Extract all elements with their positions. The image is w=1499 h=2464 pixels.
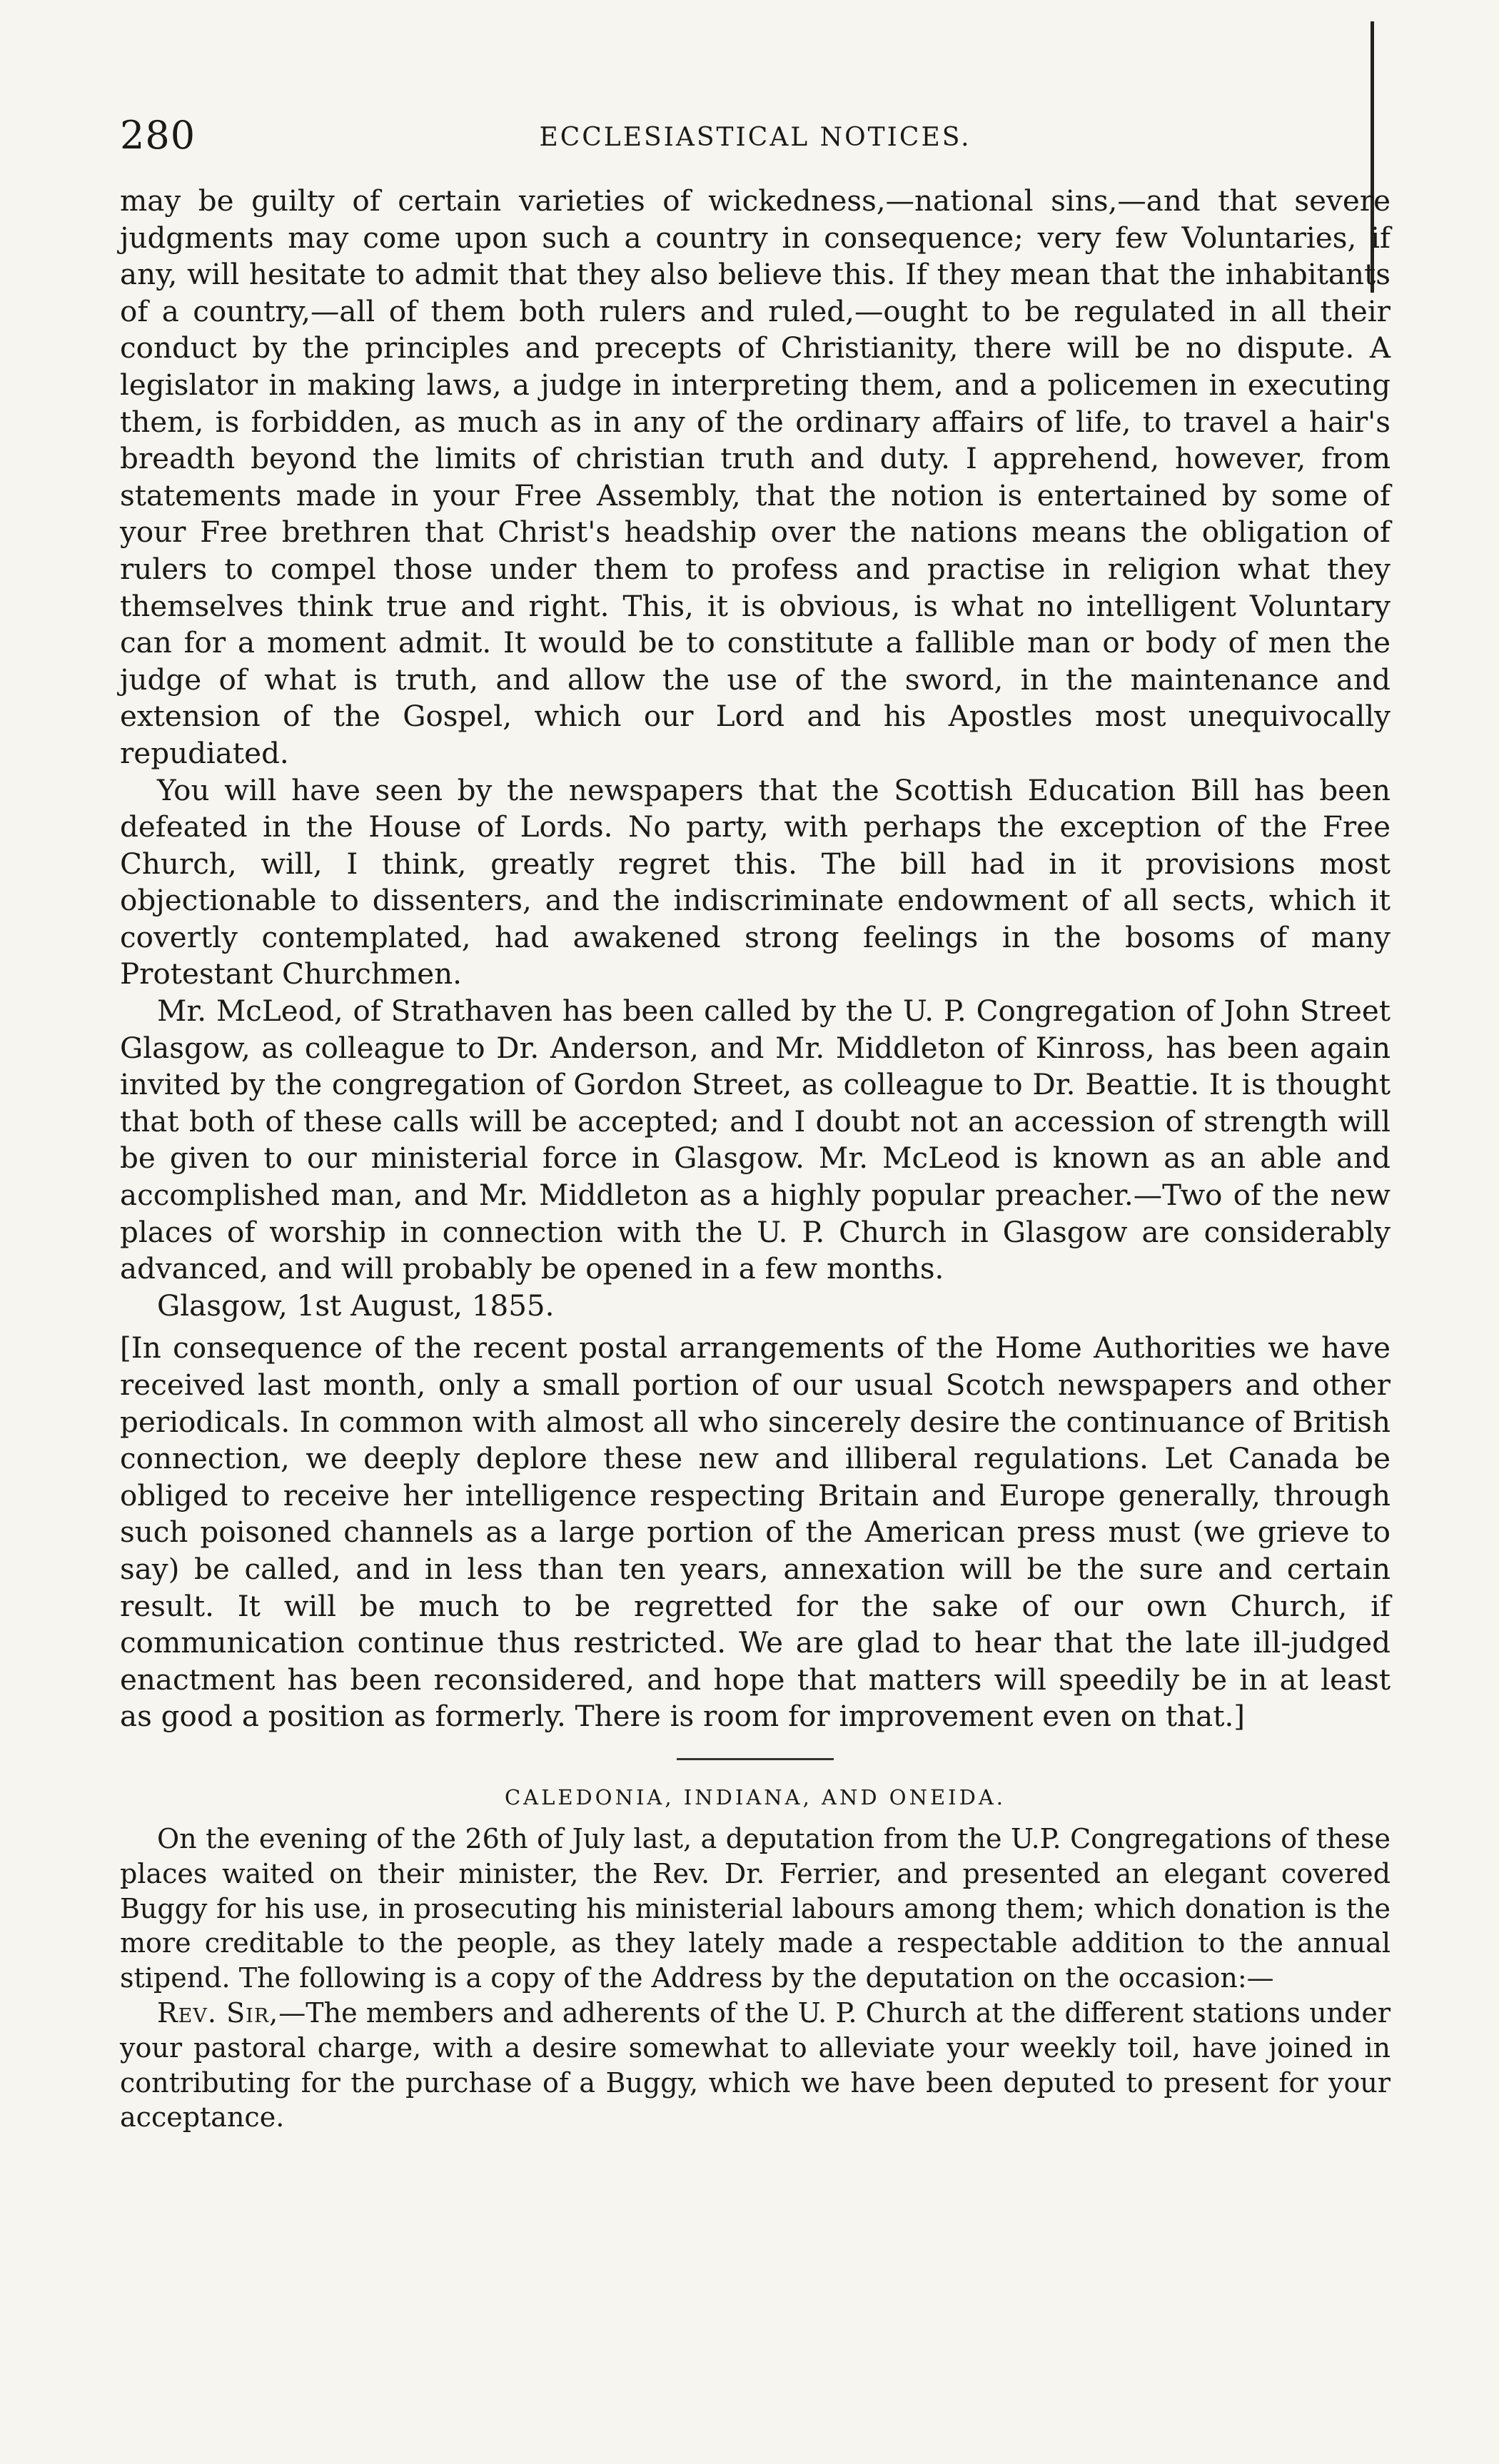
paragraph-calls: Mr. McLeod, of Strathaven has been called by the U. P. Congregation of John Street Glasgow, as colleague to Dr. Anderson, and Mr. Middleton of Kinross, has been again invited by the congregation of Gordon Street, as colleague to Dr. Beattie. It is thought that both of these calls will be accepted; and I doubt not an accession of strength will be given to our ministerial force in Glasgow. Mr. McLeod is known as an able and accomplished man, and Mr. Middleton as a highly popular preacher.—Two of the new places of worship in connection with the U. P. Church in Glasgow are considerably advanced, and will probably be opened in a few months. bbox=[120, 994, 1391, 1286]
editor-note: [In consequence of the recent postal arrangements of the Home Authorities we have received last month, only a small portion of our usual Scotch newspapers and other periodicals. In common with almost all who sincerely desire the continuance of British connection, we deeply deplore these new and illiberal regulations. Let Canada be obliged to receive her intelligence respecting Britain and Europe generally, through such poisoned channels as a large portion of the American press must (we grieve to say) be called, and in less than ten years, annexation will be the sure and certain result. It will be much to be regretted for the sake of our own Church, if communication continue thus restricted. We are glad to hear that the late ill-judged enactment has been reconsidered, and hope that matters will speedily be in at least as good a position as formerly. There is room for improvement even on that.] bbox=[120, 1331, 1391, 1734]
letter-body bbox=[120, 183, 1391, 1735]
salutation: Rev. Sir, bbox=[157, 1996, 279, 2029]
running-title: ECCLESIASTICAL NOTICES. bbox=[539, 123, 971, 152]
page-number: 280 bbox=[120, 113, 196, 158]
dateline: Glasgow, 1st August, 1855. bbox=[157, 1288, 555, 1323]
section-heading: CALEDONIA, INDIANA, AND ONEIDA. bbox=[504, 1784, 1006, 1809]
section-divider bbox=[677, 1758, 834, 1760]
paragraph-education-bill: You will have seen by the newspapers that the Scottish Education Bill has been defeated in the House of Lords. No party, with perhaps the exception of the Free Church, will, I think, greatly regret this. The bill had in it provisions most objectionable to dissenters, and the indiscriminate endowment of all sects, which it covertly contemplated, had awakened strong feelings in the bosoms of many Protestant Churchmen. bbox=[120, 772, 1391, 991]
document-page bbox=[120, 107, 1391, 2420]
address-text: —The members and adherents of the U. P. Church at the different stations under your pastoral charge, with a desire somewhat to alleviate your weekly toil, have joined in contributing for the purchase of a Buggy, which we have been deputed to present for your acceptance. bbox=[120, 1996, 1391, 2134]
paragraph-deputation: On the evening of the 26th of July last, a deputation from the U.P. Congregations of these places waited on their minister, the Rev. Dr. Ferrier, and presented an elegant covered Buggy for his use, in prosecuting his ministerial labours among them; which donation is the more creditable to the people, as they lately made a respectable addition to the annual stipend. The following is a copy of the Address by the deputation on the occasion:— bbox=[120, 1822, 1391, 1994]
running-head bbox=[120, 107, 1391, 173]
paragraph-address bbox=[120, 1996, 1391, 2135]
paragraph-voluntaries: may be guilty of certain varieties of wickedness,—national sins,—and that severe judgments may come upon such a country in consequence; very few Voluntaries, if any, will hesitate to admit that they also believe this. If they mean that the inhabitants of a country,—all of them both rulers and ruled,—ought to be regulated in all their conduct by the principles and precepts of Christianity, there will be no dispute. A legislator in making laws, a judge in interpreting them, and a policemen in executing them, is forbidden, as much as in any of the ordinary affairs of life, to travel a hair's breadth beyond the limits of christian truth and duty. I apprehend, however, from statements made in your Free Assembly, that the notion is entertained by some of your Free brethren that Christ's headship over the nations means the obligation of rulers to compel those under them to profess and practise in religion what they themselves think true and right. This, it is obvious, is what no intelligent Voluntary can for a moment admit. It would be to constitute a fallible man or body of men the judge of what is truth, and allow the use of the sword, in the maintenance and extension of the Gospel, which our Lord and his Apostles most unequivocally repudiated. bbox=[120, 183, 1391, 770]
section-body bbox=[120, 1822, 1391, 2135]
